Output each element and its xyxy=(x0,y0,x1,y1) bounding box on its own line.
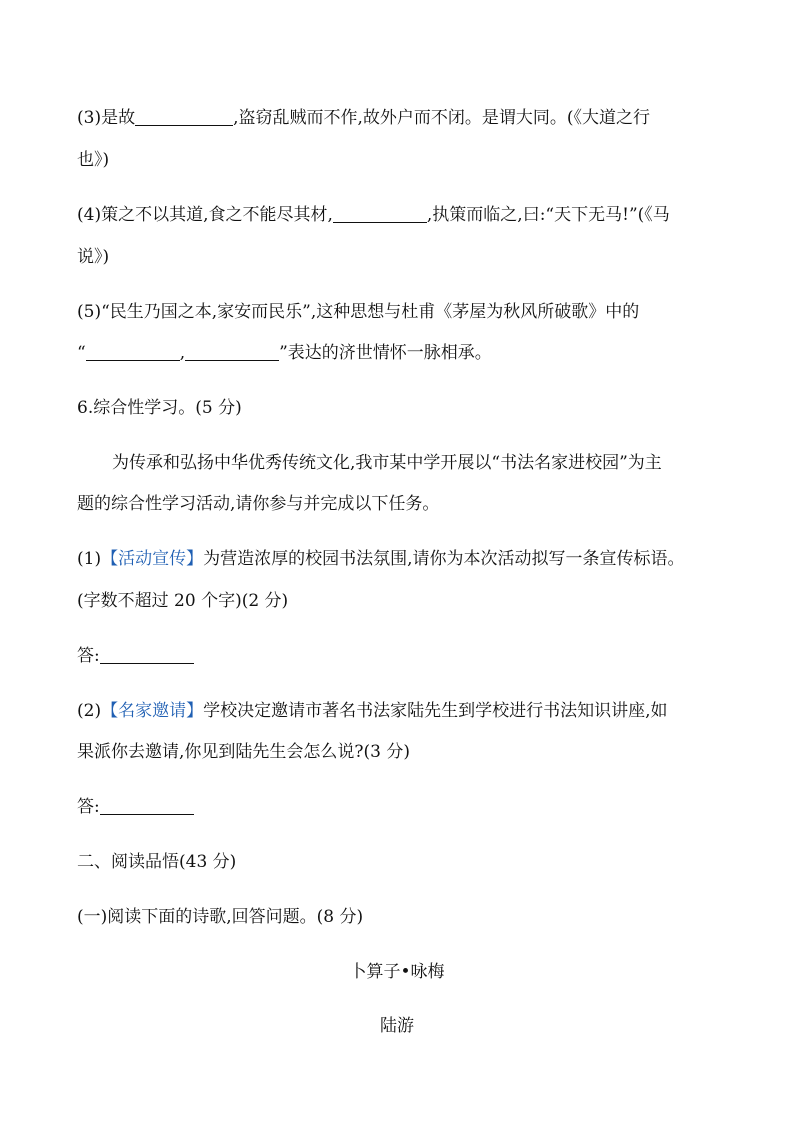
q5-4-part1: (4)策之不以其道,食之不能尽其材, xyxy=(77,205,333,225)
question-5-5-line1 xyxy=(77,300,639,324)
q6-title: 6.综合性学习。(5 分) xyxy=(77,398,242,418)
question-6-2-line1 xyxy=(77,699,668,723)
q6-intro-2: 题的综合性学习活动,请你参与并完成以下任务。 xyxy=(77,494,440,514)
answer-blank[interactable] xyxy=(185,342,279,361)
q6-intro-1: 为传承和弘扬中华优秀传统文化,我市某中学开展以“书法名家进校园”为主 xyxy=(112,453,662,473)
answer-blank[interactable] xyxy=(100,645,194,664)
question-5-3-line1 xyxy=(77,106,650,130)
q6-2-text2: 果派你去邀请,你见到陆先生会怎么说?(3 分) xyxy=(77,742,411,762)
question-5-4-line2 xyxy=(77,245,109,269)
question-5-5-line2 xyxy=(77,341,492,365)
question-5-3-line2 xyxy=(77,148,109,172)
poem-title-line xyxy=(0,960,794,984)
q5-5-close: ”表达的济世情怀一脉相承。 xyxy=(279,343,492,363)
q6-1-tag: 【活动宣传】 xyxy=(101,549,204,569)
q5-5-open-quote: “ xyxy=(77,343,86,363)
q5-4-part3: 说》) xyxy=(77,247,110,267)
q5-5-comma: , xyxy=(179,343,186,363)
q5-4-part2: ,执策而临之,曰:“天下无马!”(《马 xyxy=(426,205,670,225)
section2-title: 二、阅读品悟(43 分) xyxy=(77,852,237,872)
q6-2-answer-label: 答: xyxy=(77,797,100,817)
answer-blank[interactable] xyxy=(135,107,233,126)
q5-3-part1: (3)是故 xyxy=(77,108,136,128)
poem-author-line xyxy=(0,1014,794,1038)
question-5-4-line1 xyxy=(77,203,670,227)
q6-1-num: (1) xyxy=(77,549,102,569)
question-6-title xyxy=(77,396,242,420)
question-6-1-line1 xyxy=(77,547,685,571)
question-6-1-answer xyxy=(77,644,194,668)
q6-1-text1: 为营造浓厚的校园书法氛围,请你为本次活动拟写一条宣传标语。 xyxy=(203,549,685,569)
q5-3-part3: 也》) xyxy=(77,150,110,170)
question-6-intro-line2 xyxy=(77,492,439,516)
question-6-2-line2 xyxy=(77,740,410,764)
q6-2-tag: 【名家邀请】 xyxy=(101,701,204,721)
section-2-title xyxy=(77,850,236,874)
q6-1-answer-label: 答: xyxy=(77,646,100,666)
question-6-intro-line1 xyxy=(112,451,662,475)
question-6-1-line2 xyxy=(77,589,288,613)
q5-3-part2: ,盗窃乱贼而不作,故外户而不闭。是谓大同。(《大道之行 xyxy=(233,108,651,128)
answer-blank[interactable] xyxy=(333,204,427,223)
section2-part1-title: (一)阅读下面的诗歌,回答问题。(8 分) xyxy=(77,907,364,927)
question-6-2-answer xyxy=(77,795,194,819)
q6-2-text1: 学校决定邀请市著名书法家陆先生到学校进行书法知识讲座,如 xyxy=(203,701,668,721)
q6-2-num: (2) xyxy=(77,701,102,721)
answer-blank[interactable] xyxy=(86,342,180,361)
poem-title: 卜算子•咏梅 xyxy=(349,962,445,982)
answer-blank[interactable] xyxy=(100,796,194,815)
q5-5-part1: (5)“民生乃国之本,家安而民乐”,这种思想与杜甫《茅屋为秋风所破歌》中的 xyxy=(77,302,640,322)
q6-1-text2: (字数不超过 20 个字)(2 分) xyxy=(77,591,289,611)
section-2-part1-title xyxy=(77,905,363,929)
poem-author: 陆游 xyxy=(380,1016,414,1036)
